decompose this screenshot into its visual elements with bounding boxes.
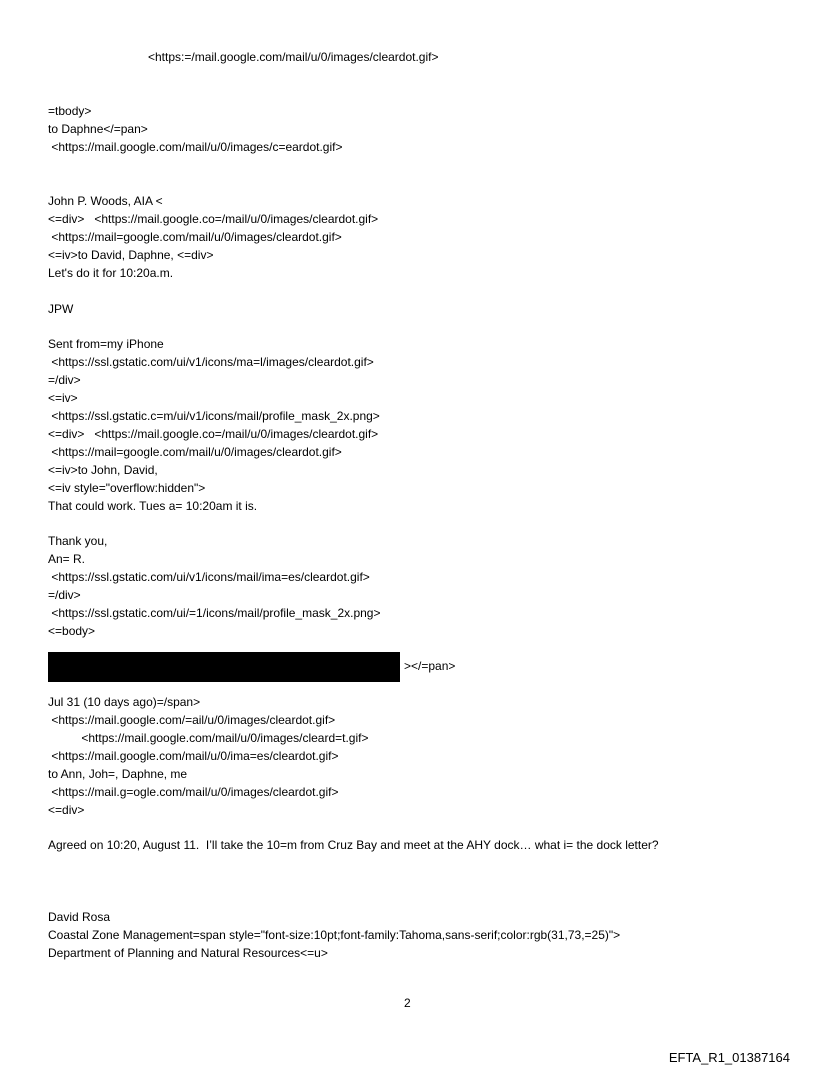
text-line: David Rosa [48,910,111,924]
text-line: <=iv>to John, David, [48,463,158,477]
text-line: <https://mail.google.com/mail/u/0/images/cleard=t.gif> [48,731,369,745]
text-line: <=iv> [48,391,78,405]
text-line: <https://mail=google.com/mail/u/0/images/cleardot.gif> [48,445,342,459]
text-line: to Daphne</=pan> [48,122,148,136]
text-line: Let's do it for 10:20a.m. [48,266,174,280]
text-line: <https://mail.google.com/mail/u/0/images/c=eardot.gif> [48,140,343,154]
text-line: <=iv>to David, Daphne, <=div> [48,248,214,262]
text-line: John P. Woods, AIA < [48,194,163,208]
text-line: Department of Planning and Natural Resources<=u> [48,946,328,960]
text-line: <https://ssl.gstatic.com/ui/v1/icons/ma=l/images/cleardot.gif> [48,355,374,369]
text-line: to Ann, Joh=, Daphne, me [48,767,188,781]
text-line: <=div> <https://mail.google.co=/mail/u/0/images/cleardot.gif> [48,212,379,226]
text-line: Sent from=my iPhone [48,337,164,351]
text-line: <=div> <https://mail.google.co=/mail/u/0/images/cleardot.gif> [48,427,379,441]
text-line: =tbody> [48,104,92,118]
document-id: EFTA_R1_01387164 [668,1050,790,1065]
text-line: <https://mail.g=ogle.com/mail/u/0/images/cleardot.gif> [48,785,339,799]
text-line: <https://ssl.gstatic.com/ui/v1/icons/mail/ima=es/cleardot.gif> [48,570,370,584]
text-line: Coastal Zone Management=span style="font-size:10pt;font-family:Tahoma,sans-serif;color:rgb(31,73,=25)"> [48,928,621,942]
text-line: <=div> [48,803,85,817]
text-line: JPW [48,302,74,316]
text-line: <=body> [48,624,96,638]
text-line: <https://mail.google.com/mail/u/0/ima=es/cleardot.gif> [48,749,339,763]
text-line: <=iv style="overflow:hidden"> [48,481,206,495]
text-line: <https:=/mail.google.com/mail/u/0/images/cleardot.gif> [148,50,439,64]
page-number: 2 [404,996,411,1010]
text-line: Agreed on 10:20, August 11. I’ll take the 10=m from Cruz Bay and meet at the AHY dock… what i= the dock letter? [48,838,659,852]
text-line: <https://ssl.gstatic.c=m/ui/v1/icons/mail/profile_mask_2x.png> [48,409,380,423]
text-line: =/div> [48,588,81,602]
text-line: <https://mail=google.com/mail/u/0/images/cleardot.gif> [48,230,342,244]
text-line: =/div> [48,373,81,387]
text-line: ></=pan> [404,659,456,673]
text-line: Jul 31 (10 days ago)=/span> [48,695,201,709]
text-line: That could work. Tues a= 10:20am it is. [48,499,258,513]
redaction-bar [48,652,400,682]
text-line: Thank you, [48,534,108,548]
text-line: <https://mail.google.com/=ail/u/0/images/cleardot.gif> [48,713,336,727]
text-line: An= R. [48,552,86,566]
text-line: <https://ssl.gstatic.com/ui/=1/icons/mail/profile_mask_2x.png> [48,606,381,620]
